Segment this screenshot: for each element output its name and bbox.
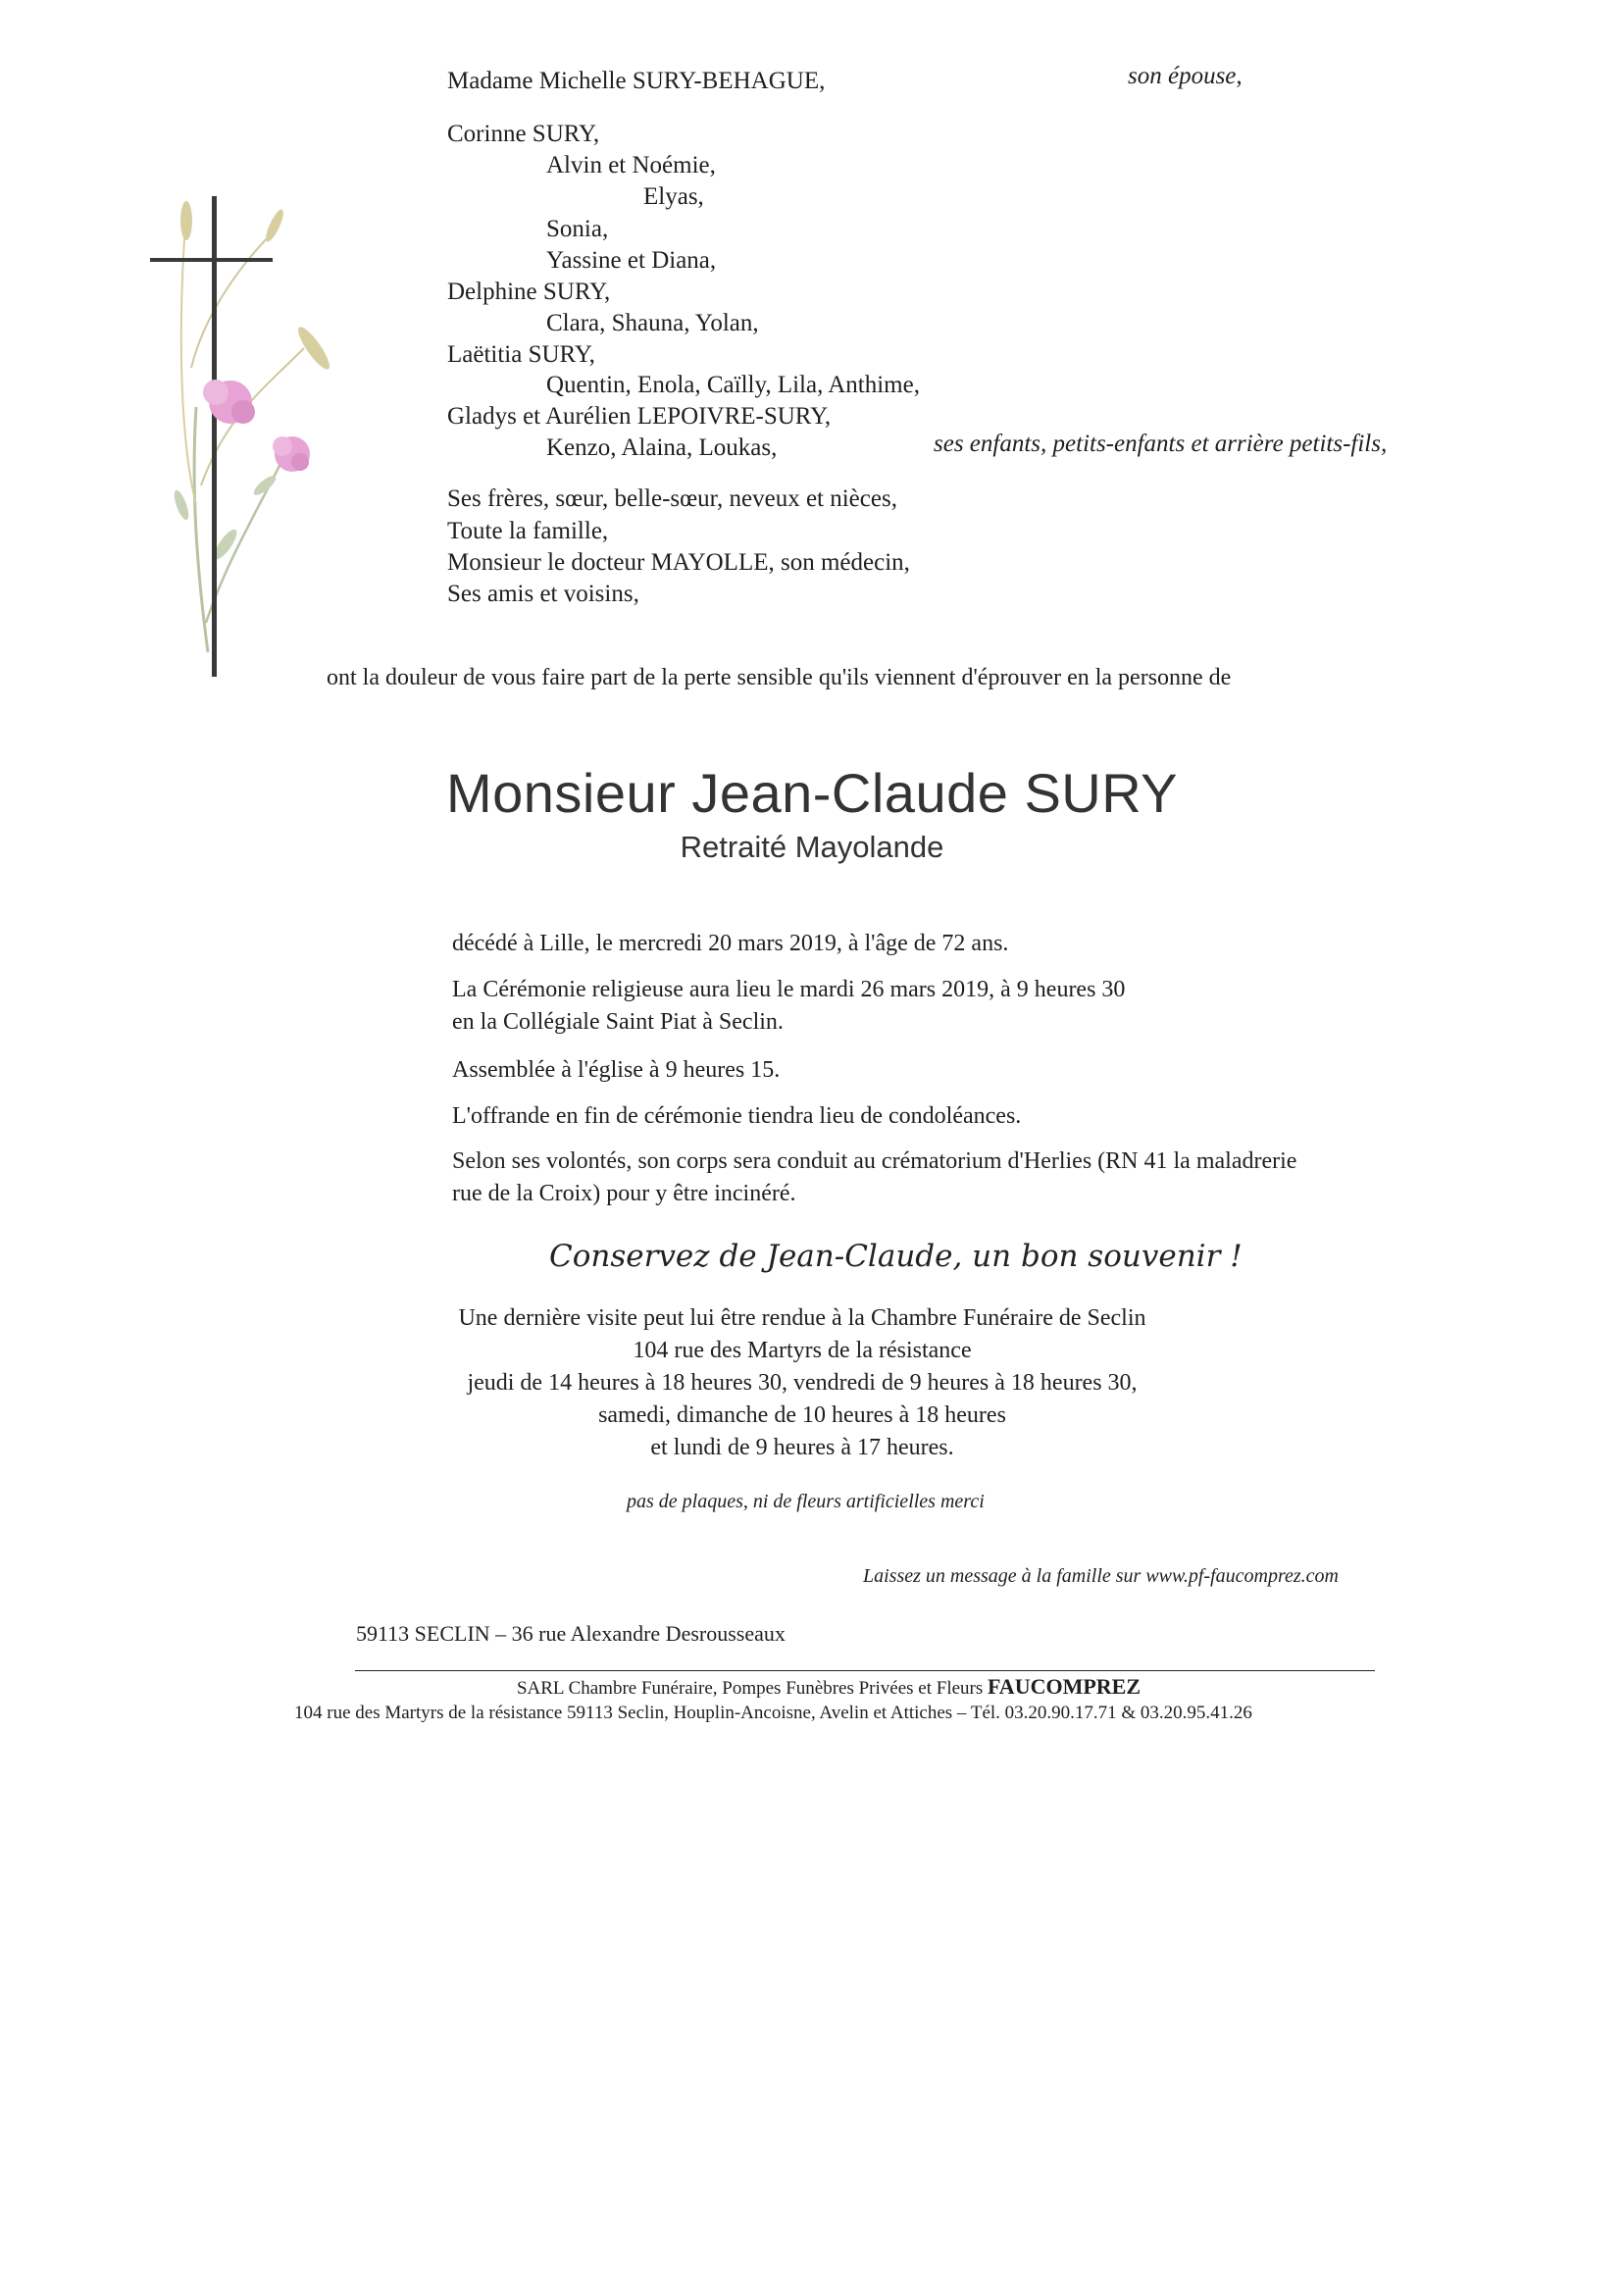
- children-role: ses enfants, petits-enfants et arrière petits-fils,: [934, 431, 1388, 457]
- family-line: Sonia,: [546, 216, 609, 242]
- offering-details: L'offrande en fin de cérémonie tiendra lieu de condoléances.: [452, 1103, 1022, 1129]
- family-line: Gladys et Aurélien LEPOIVRE-SURY,: [447, 403, 832, 430]
- no-plaques-note: pas de plaques, ni de fleurs artificielles merci: [627, 1491, 985, 1512]
- family-line: Quentin, Enola, Caïlly, Lila, Anthime,: [546, 372, 920, 398]
- family-line: Alvin et Noémie,: [546, 152, 716, 178]
- flower-stem: [194, 407, 208, 652]
- family-line: Elyas,: [643, 183, 704, 210]
- deceased-name: Monsieur Jean-Claude SURY: [445, 762, 1179, 824]
- family-line: Monsieur le docteur MAYOLLE, son médecin,: [447, 549, 910, 576]
- assembly-details: Assemblée à l'église à 9 heures 15.: [452, 1057, 781, 1083]
- announcement-text: ont la douleur de vous faire part de la perte sensible qu'ils viennent d'éprouver en la personne de: [327, 665, 1232, 690]
- carnation-flower-icon: [203, 380, 310, 472]
- ceremony-line: La Cérémonie religieuse aura lieu le mardi 26 mars 2019, à 9 heures 30: [452, 977, 1126, 1002]
- memory-phrase: Conservez de Jean-Claude, un bon souvenir !: [549, 1239, 1243, 1274]
- spouse-role: son épouse,: [1128, 63, 1243, 89]
- family-line: Kenzo, Alaina, Loukas,: [546, 434, 778, 461]
- family-line: Toute la famille,: [447, 518, 609, 544]
- visit-line: 104 rue des Martyrs de la résistance: [633, 1338, 972, 1363]
- message-link[interactable]: Laissez un message à la famille sur www.pf-faucomprez.com: [863, 1565, 1339, 1587]
- cremation-line: rue de la Croix) pour y être incinéré.: [452, 1181, 796, 1206]
- cross-icon: [212, 196, 217, 677]
- footer-company-prefix: SARL Chambre Funéraire, Pompes Funèbres Privées et Fleurs: [516, 1678, 984, 1699]
- wheat-icon: [180, 201, 334, 373]
- flower-stem: [191, 230, 275, 368]
- family-line: Ses amis et voisins,: [447, 581, 639, 607]
- footer-divider: [355, 1670, 1375, 1671]
- visit-line: jeudi de 14 heures à 18 heures 30, vendredi de 9 heures à 18 heures 30,: [467, 1370, 1138, 1396]
- spouse-line: Madame Michelle SURY-BEHAGUE,: [447, 68, 826, 94]
- footer-company-brand: FAUCOMPREZ: [988, 1674, 1142, 1699]
- visit-line: samedi, dimanche de 10 heures à 18 heures: [598, 1402, 1006, 1428]
- visit-line: Une dernière visite peut lui être rendue à la Chambre Funéraire de Seclin: [458, 1305, 1146, 1331]
- family-line: Laëtitia SURY,: [447, 341, 595, 368]
- footer-company: [284, 1674, 1373, 1700]
- ceremony-line: en la Collégiale Saint Piat à Seclin.: [452, 1009, 784, 1035]
- deceased-subtitle: Retraité Mayolande: [680, 830, 944, 864]
- family-line: Corinne SURY,: [447, 121, 600, 147]
- family-line: Clara, Shauna, Yolan,: [546, 310, 759, 336]
- footer-contact: 104 rue des Martyrs de la résistance 59113 Seclin, Houplin-Ancoisne, Avelin et Attiches – Tél. 03.20.90.17.71 & 03.20.95.41.26: [294, 1703, 1252, 1723]
- cross-flower-ornament: [137, 191, 343, 682]
- visit-line: et lundi de 9 heures à 17 heures.: [650, 1435, 954, 1460]
- death-details: décédé à Lille, le mercredi 20 mars 2019, à l'âge de 72 ans.: [452, 931, 1009, 956]
- family-line: Delphine SURY,: [447, 279, 611, 305]
- cremation-line: Selon ses volontés, son corps sera conduit au crématorium d'Herlies (RN 41 la maladrerie: [452, 1148, 1297, 1174]
- leaf-icon: [172, 473, 279, 562]
- family-line: Ses frères, sœur, belle-sœur, neveux et nièces,: [447, 485, 897, 512]
- family-line: Yassine et Diana,: [546, 247, 717, 274]
- cross-icon: [150, 258, 273, 262]
- address-line: 59113 SECLIN – 36 rue Alexandre Desrousseaux: [356, 1621, 786, 1646]
